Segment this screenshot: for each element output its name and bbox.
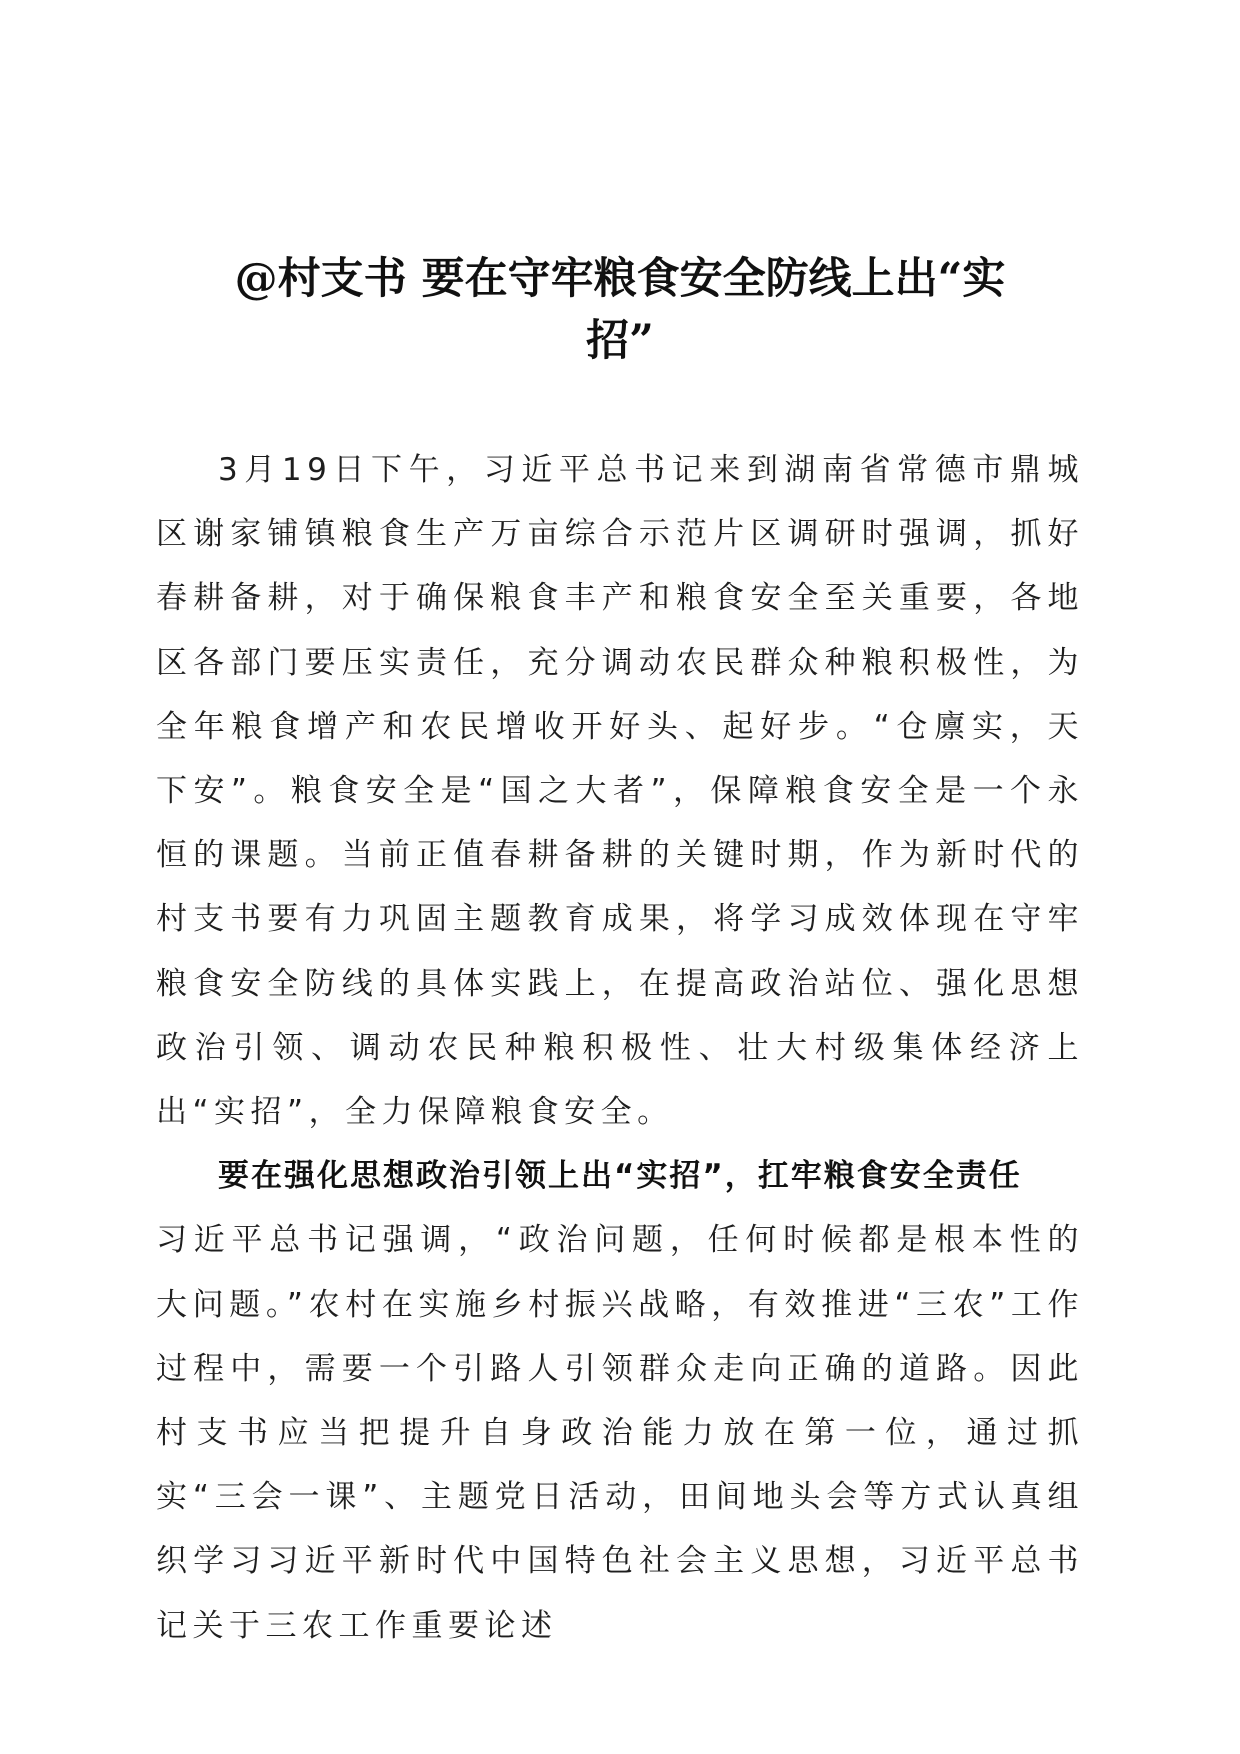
paragraph-intro: 3月19日下午，习近平总书记来到湖南省常德市鼎城区谢家铺镇粮食生产万亩综合示范片区调研时强调，抓好春耕备耕，对于确保粮食丰产和粮食安全至关重要，各地区各部门要压实责任，充分调动农民群众种粮积极性，为全年粮食增产和农民增收开好头、起好步。“仓廪实，天下安”。粮食安全是“国之大者”，保障粮食安全是一个永恒的课题。当前正值春耕备耕的关键时期，作为新时代的村支书要有力巩固主题教育成果，将学习成效体现在守牢粮食安全防线的具体实践上，在提高政治站位、强化思想政治引领、调动农民种粮积极性、壮大村级集体经济上出“实招”，全力保障粮食安全。	[156, 452, 1084, 1131]
title-line-1: @村支书 要在守牢粮食安全防线上出“实	[234, 254, 1006, 304]
section-heading: 要在强化思想政治引领上出“实招”，扛牢粮食安全责任	[218, 1158, 1022, 1195]
document-title	[180, 248, 1060, 372]
document-body	[156, 438, 1084, 1658]
paragraph-section-1: 习近平总书记强调，“政治问题，任何时候都是根本性的大问题。”农村在实施乡村振兴战略，有效推进“三农”工作过程中，需要一个引路人引领群众走向正确的道路。因此村支书应当把提升自身政治能力放在第一位，通过抓实“三会一课”、主题党日活动，田间地头会等方式认真组织学习习近平新时代中国特色社会主义思想，习近平总书记关于三农工作重要论述	[156, 1222, 1084, 1644]
title-line-2: 招”	[586, 316, 654, 366]
